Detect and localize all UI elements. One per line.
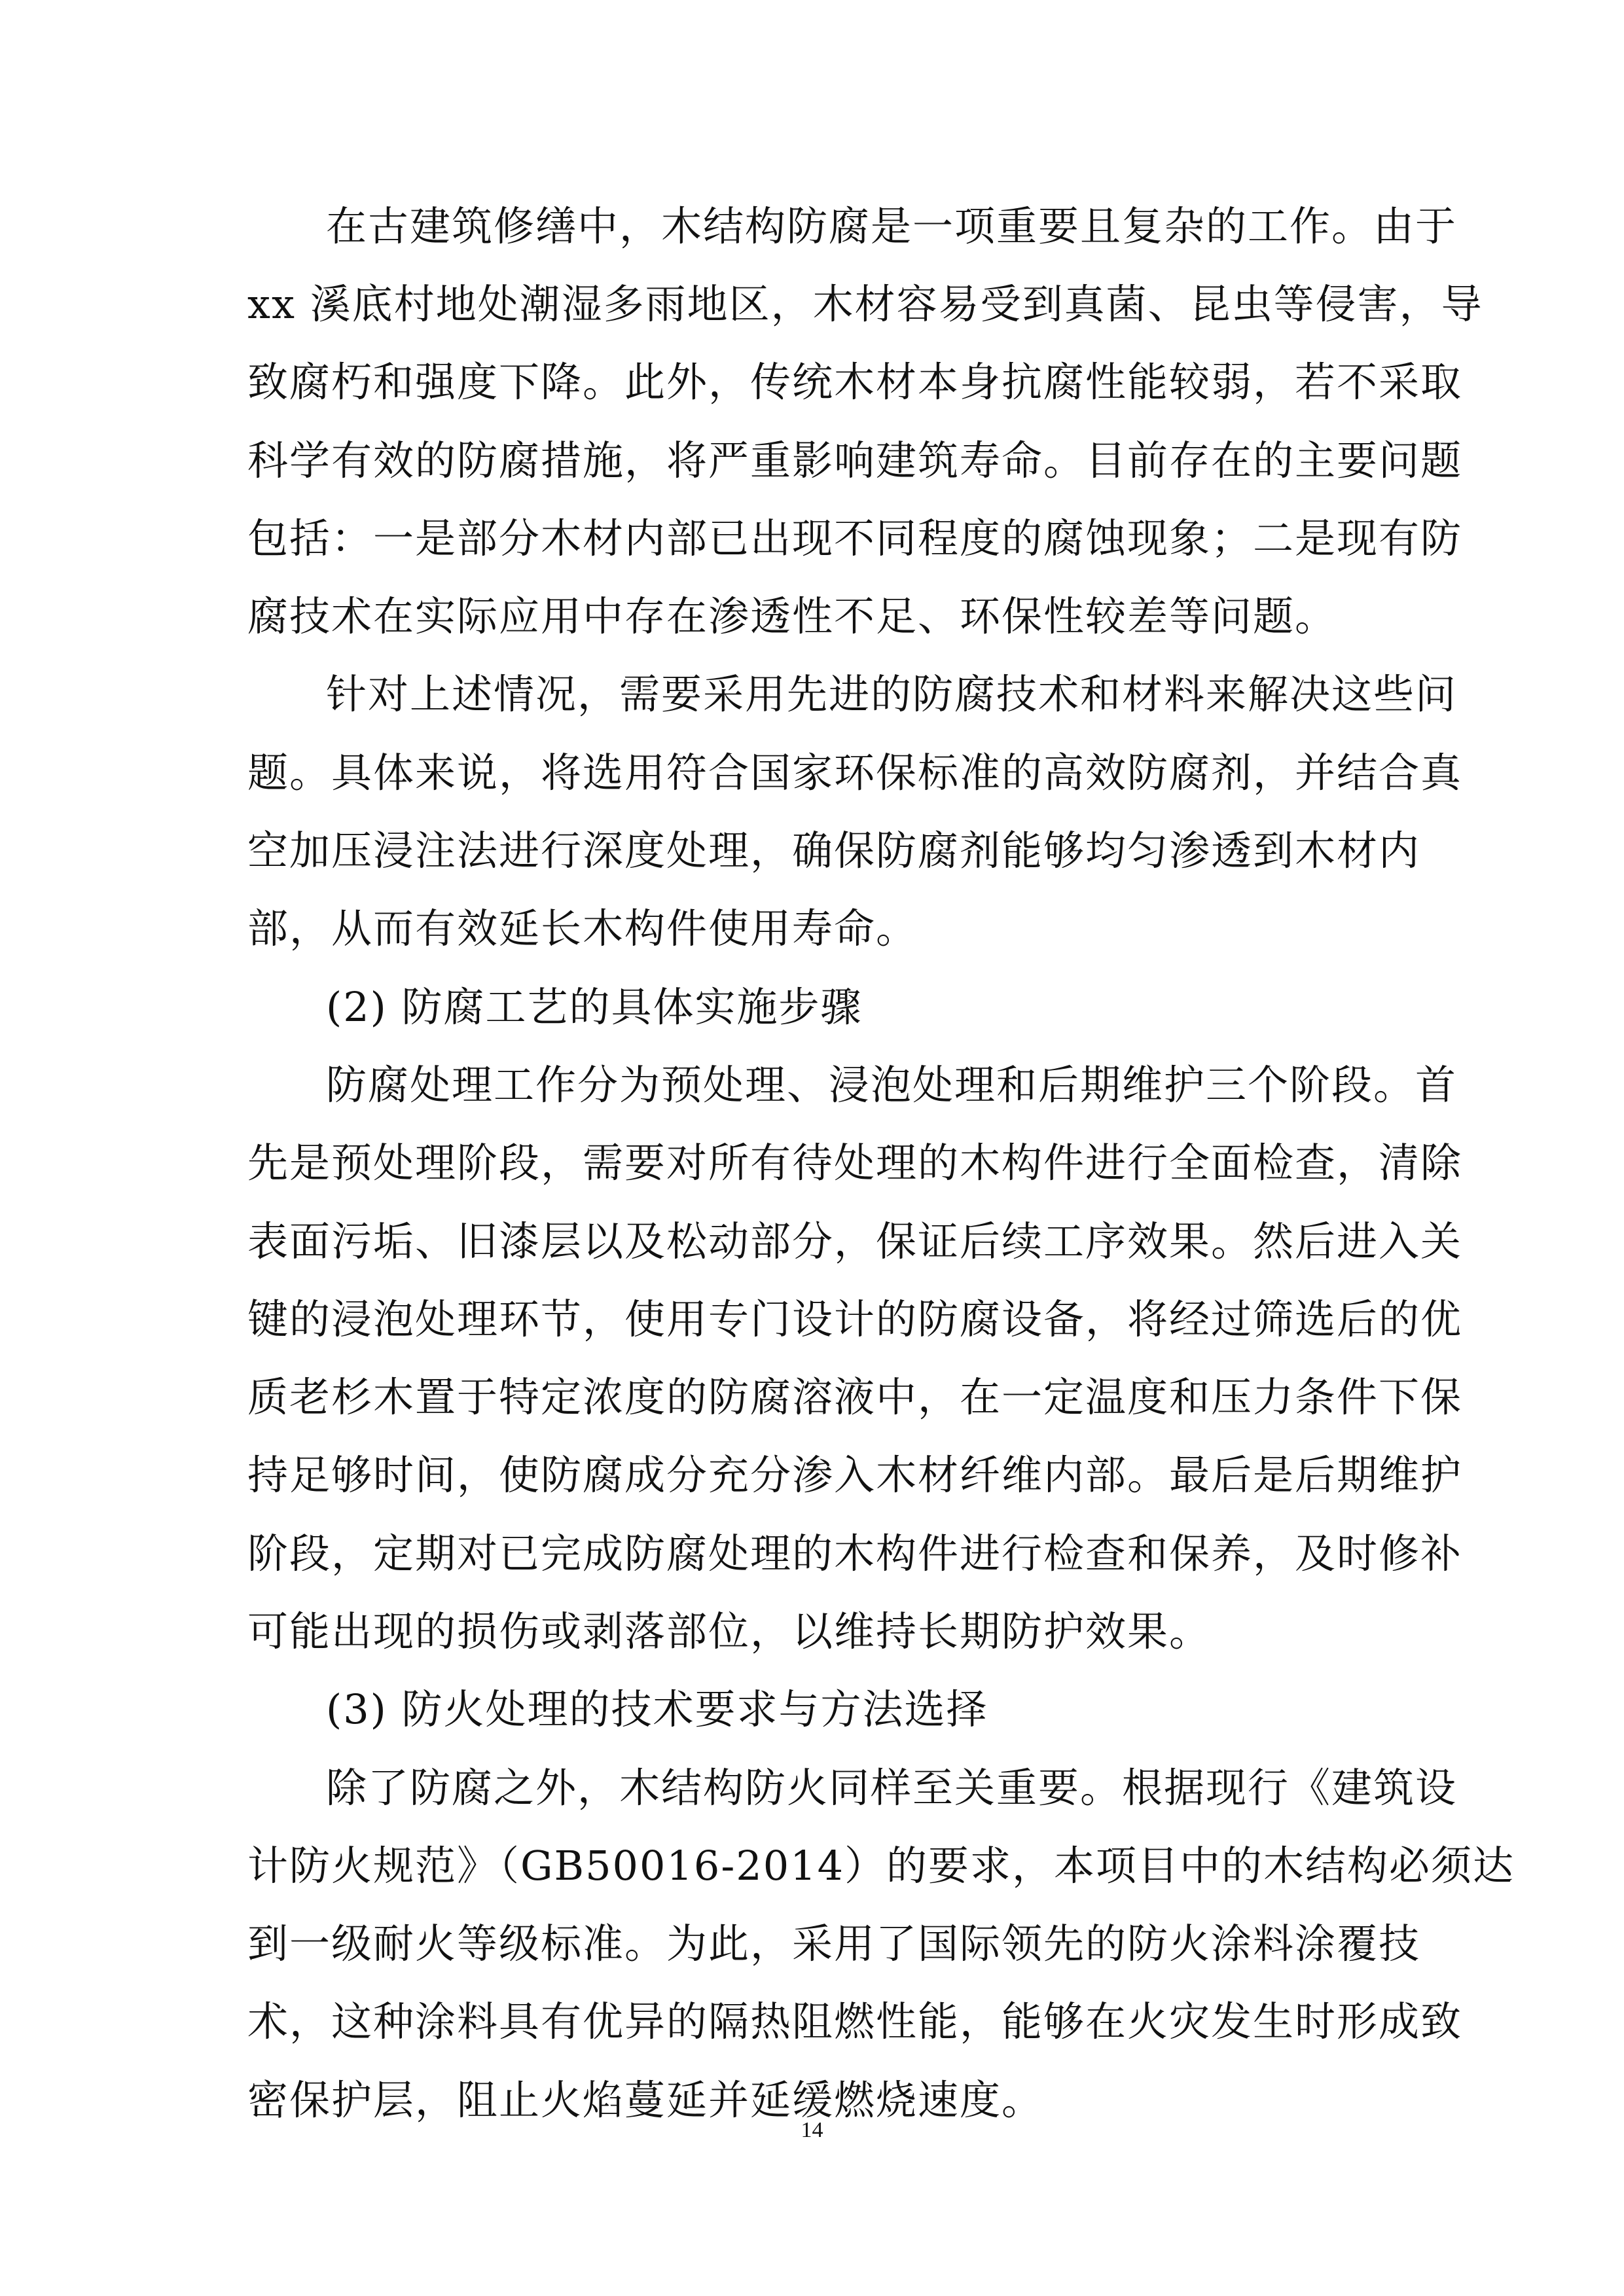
- text-line: 先是预处理阶段，需要对所有待处理的木构件进行全面检查，清除: [247, 1139, 1463, 1187]
- text-line: 空加压浸注法进行深度处理，确保防腐剂能够均匀渗透到木材内: [247, 827, 1421, 874]
- text-line: 除了防腐之外，木结构防火同样至关重要。根据现行《建筑设: [326, 1764, 1458, 1812]
- page-number: 14: [801, 2118, 823, 2142]
- text-line: 计防火规范》（GB50016-2014）的要求，本项目中的木结构必须达: [247, 1842, 1515, 1890]
- text-line: 质老杉木置于特定浓度的防腐溶液中，在一定温度和压力条件下保: [247, 1373, 1463, 1421]
- text-line: 针对上述情况，需要采用先进的防腐技术和材料来解决这些问: [326, 670, 1458, 718]
- text-line: xx 溪底村地处潮湿多雨地区，木材容易受到真菌、昆虫等侵害，导: [247, 280, 1483, 328]
- text-line: 部，从而有效延长木构件使用寿命。: [247, 905, 918, 952]
- text-line: 键的浸泡处理环节，使用专门设计的防腐设备，将经过筛选后的优: [247, 1295, 1463, 1343]
- text-line: 在古建筑修缮中，木结构防腐是一项重要且复杂的工作。由于: [326, 202, 1458, 250]
- text-line: 科学有效的防腐措施，将严重影响建筑寿命。目前存在的主要问题: [247, 437, 1463, 484]
- section-heading: (2) 防腐工艺的具体实施步骤: [326, 983, 863, 1031]
- text-line: 表面污垢、旧漆层以及松动部分，保证后续工序效果。然后进入关: [247, 1217, 1463, 1265]
- text-line: 持足够时间，使防腐成分充分渗入木材纤维内部。最后是后期维护: [247, 1451, 1463, 1499]
- section-heading: (3) 防火处理的技术要求与方法选择: [326, 1685, 988, 1733]
- text-line: 腐技术在实际应用中存在渗透性不足、环保性较差等问题。: [247, 592, 1337, 640]
- text-line: 包括：一是部分木材内部已出现不同程度的腐蚀现象；二是现有防: [247, 514, 1463, 562]
- text-line: 术，这种涂料具有优异的隔热阻燃性能，能够在火灾发生时形成致: [247, 1998, 1463, 2045]
- text-line: 阶段，定期对已完成防腐处理的木构件进行检查和保养，及时修补: [247, 1530, 1463, 1577]
- text-line: 防腐处理工作分为预处理、浸泡处理和后期维护三个阶段。首: [326, 1061, 1458, 1109]
- text-line: 密保护层，阻止火焰蔓延并延缓燃烧速度。: [247, 2076, 1044, 2124]
- text-line: 题。具体来说，将选用符合国家环保标准的高效防腐剂，并结合真: [247, 749, 1463, 797]
- text-line: 致腐朽和强度下降。此外，传统木材本身抗腐性能较弱，若不采取: [247, 358, 1463, 406]
- text-line: 到一级耐火等级标准。为此，采用了国际领先的防火涂料涂覆技: [247, 1920, 1421, 1967]
- text-line: 可能出现的损伤或剥落部位，以维持长期防护效果。: [247, 1607, 1212, 1655]
